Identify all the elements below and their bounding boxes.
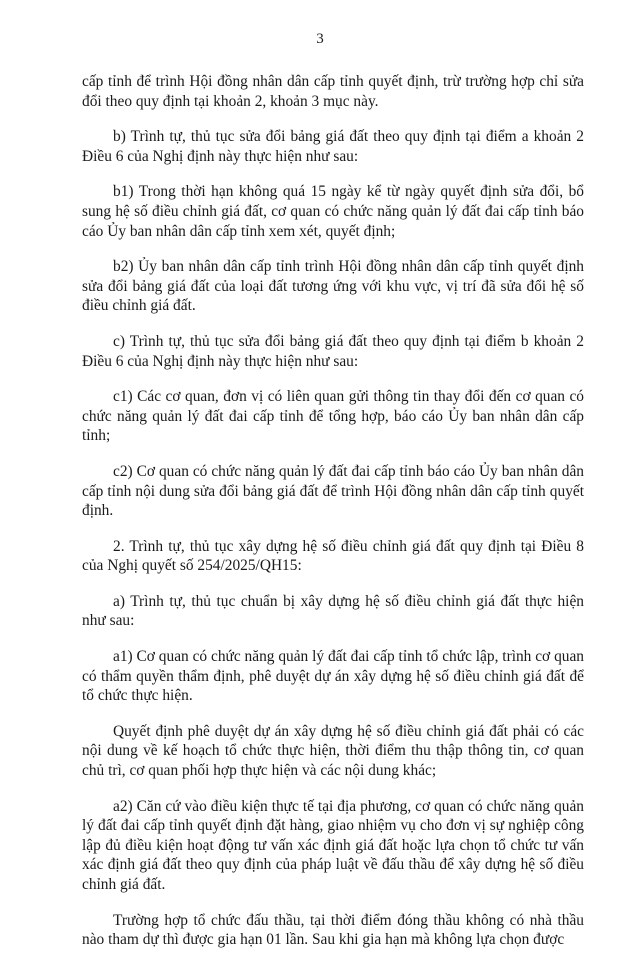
paragraph-point-c2: c2) Cơ quan có chức năng quản lý đất đai cấp tỉnh báo cáo Ủy ban nhân dân cấp tỉnh nội dung sửa đổi bảng giá đất để trình Hội đồng nhân dân cấp tỉnh quyết định.: [82, 462, 584, 520]
paragraph-point-c1: c1) Các cơ quan, đơn vị có liên quan gửi thông tin thay đổi đến cơ quan có chức năng quản lý đất đai cấp tỉnh để tổng hợp, báo cáo Ủy ban nhân dân cấp tỉnh;: [82, 388, 584, 445]
paragraph-point-b2: b2) Ủy ban nhân dân cấp tỉnh trình Hội đồng nhân dân cấp tỉnh quyết định sửa đổi bảng giá đất của loại đất tương ứng với khu vực, vị trí đã sửa đổi hệ số điều chỉnh giá đất.: [82, 258, 584, 315]
paragraph-point-b1: b1) Trong thời hạn không quá 15 ngày kể từ ngày quyết định sửa đổi, bổ sung hệ số điều chỉnh giá đất, cơ quan có chức năng quản lý đất đai cấp tỉnh báo cáo Ủy ban nhân dân cấp tỉnh xem xét, quyết định;: [82, 183, 584, 240]
paragraph-point-a: a) Trình tự, thủ tục chuẩn bị xây dựng hệ số điều chỉnh giá đất thực hiện như sau:: [82, 592, 584, 630]
paragraph-point-a2: a2) Căn cứ vào điều kiện thực tế tại địa phương, cơ quan có chức năng quản lý đất đai cấp tỉnh quyết định đặt hàng, giao nhiệm vụ cho đơn vị sự nghiệp công lập đủ điều kiện hoạt động tư vấn xác định giá đất hoặc lựa chọn tổ chức tư vấn xác định giá đất theo quy định của pháp luật về đấu thầu để xây dựng hệ số điều chỉnh giá đất.: [82, 797, 584, 893]
document-body: [82, 72, 584, 966]
paragraph-bidding-case: Trường hợp tổ chức đấu thầu, tại thời điểm đóng thầu không có nhà thầu nào tham dự thì được gia hạn 01 lần. Sau khi gia hạn mà không lựa chọn được: [82, 911, 584, 949]
paragraph-section-2: 2. Trình tự, thủ tục xây dựng hệ số điều chỉnh giá đất quy định tại Điều 8 của Nghị quyết số 254/2025/QH15:: [82, 537, 584, 575]
page-number: 3: [316, 31, 324, 47]
paragraph-continuation: cấp tỉnh để trình Hội đồng nhân dân cấp tỉnh quyết định, trừ trường hợp chỉ sửa đổi theo quy định tại khoản 2, khoản 3 mục này.: [82, 73, 584, 110]
paragraph-approval-decision: Quyết định phê duyệt dự án xây dựng hệ số điều chỉnh giá đất phải có các nội dung về kế hoạch tổ chức thực hiện, thời điểm thu thập thông tin, cơ quan chủ trì, cơ quan phối hợp thực hiện và các nội dung khác;: [82, 722, 584, 780]
paragraph-point-a1: a1) Cơ quan có chức năng quản lý đất đai cấp tỉnh tổ chức lập, trình cơ quan có thẩm quyền thẩm định, phê duyệt dự án xây dựng hệ số điều chỉnh giá đất để tổ chức thực hiện.: [82, 648, 584, 705]
paragraph-point-b: b) Trình tự, thủ tục sửa đổi bảng giá đất theo quy định tại điểm a khoản 2 Điều 6 của Nghị định này thực hiện như sau:: [82, 128, 584, 165]
paragraph-point-c: c) Trình tự, thủ tục sửa đổi bảng giá đất theo quy định tại điểm b khoản 2 Điều 6 của Nghị định này thực hiện như sau:: [82, 332, 584, 370]
